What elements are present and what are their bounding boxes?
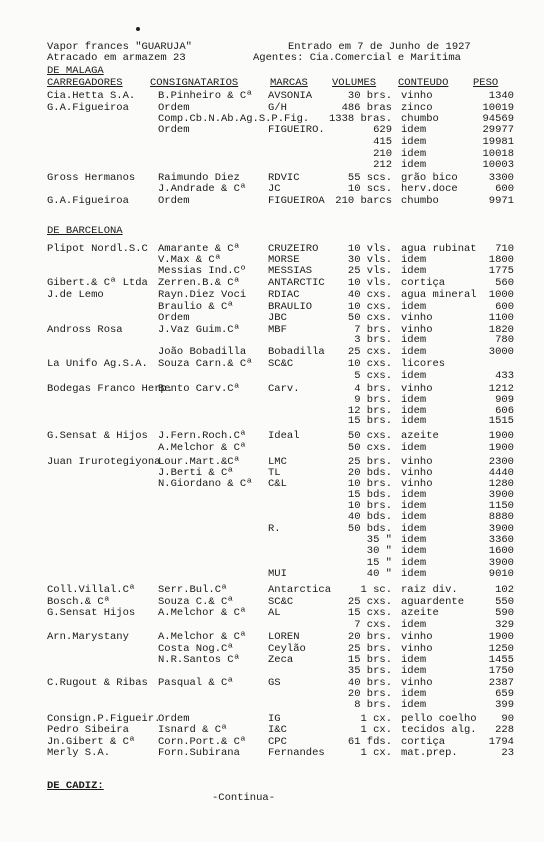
cell-contents: vinho [401, 643, 433, 655]
cell-contents: idem [401, 370, 427, 382]
cell-consignee: N.R.Santos Cª [158, 654, 240, 666]
cell-weight: 659 [495, 688, 514, 700]
cell-weight: 600 [495, 183, 514, 195]
cell-shipper: Coll.Villal.Cª [47, 584, 136, 596]
cell-consignee: J.Berti & Cª [158, 467, 234, 479]
cell-weight: 3900 [488, 489, 514, 501]
cell-weight: 1600 [488, 545, 514, 557]
cell-marks: MESSIAS [268, 265, 313, 277]
cell-consignee: Souza Carn.& Cª [158, 358, 253, 370]
cell-contents: vinho [401, 467, 433, 479]
cell-consignee: Zerren.B.& Cª [158, 277, 240, 289]
cell-contents: agua mineral [401, 289, 477, 301]
cell-volumes: 1 sc. [360, 584, 392, 596]
cell-weight: 2387 [488, 677, 514, 689]
cell-shipper: C.Rugout & Ribas [47, 677, 148, 689]
cell-volumes: 7 brs. [354, 324, 392, 336]
cell-contents: vinho [401, 478, 433, 490]
cell-marks: CRUZEIRO [268, 243, 319, 255]
cell-volumes: 5 cxs. [354, 370, 392, 382]
cell-weight: 3900 [488, 523, 514, 535]
cell-shipper: Gross Hermanos [47, 172, 136, 184]
cell-weight: 399 [495, 699, 514, 711]
cell-volumes: 8 brs. [354, 699, 392, 711]
cell-marks: MORSE [268, 254, 300, 266]
cell-volumes: 1 cx. [360, 713, 392, 725]
cell-volumes: 40 " [366, 568, 392, 580]
cell-consignee: Ordem [158, 713, 190, 725]
cell-marks: RDVIC [268, 172, 300, 184]
cell-volumes: 415 [373, 136, 392, 148]
cell-volumes: 55 scs. [347, 172, 392, 184]
cell-volumes: 1338 bras. [328, 113, 392, 125]
cell-weight: 1800 [488, 254, 514, 266]
cell-shipper: Plipot Nordl.S.C [47, 243, 148, 255]
cell-volumes: 10 brs. [347, 500, 392, 512]
cell-marks: C&L [268, 478, 287, 490]
cell-consignee: Lour.Mart.&Cª [158, 456, 240, 468]
cell-shipper: Consign.P.Figueir. [47, 713, 161, 725]
cell-marks: IG [268, 713, 281, 725]
cell-weight: 1250 [488, 643, 514, 655]
cell-weight: 9010 [488, 568, 514, 580]
cell-consignee: Ordem [158, 195, 190, 207]
cell-consignee: Serr.Bul.Cª [158, 584, 228, 596]
cell-volumes: 30 brs. [347, 90, 392, 102]
cell-weight: 1100 [488, 312, 514, 324]
cell-contents: idem [401, 534, 427, 546]
cell-shipper: Andross Rosa [47, 324, 123, 336]
cell-contents: zinco [401, 102, 433, 114]
cell-consignee: Amarante & Cª [158, 243, 240, 255]
cell-weight: 23 [501, 747, 514, 759]
cell-weight: 1775 [488, 265, 514, 277]
cell-contents: azeite [401, 430, 439, 442]
cell-shipper: G.A.Figueiroa [47, 195, 129, 207]
cell-contents: vinho [401, 631, 433, 643]
cell-consignee: Costa Nog.Cª [158, 643, 234, 655]
cell-marks: LMC [268, 456, 287, 468]
cell-shipper: J.de Lemo [47, 289, 104, 301]
column-header-volumes: VOLUMES [332, 77, 377, 89]
cell-contents: idem [401, 568, 427, 580]
cell-weight: 8880 [488, 511, 514, 523]
cell-contents: idem [401, 334, 427, 346]
cell-volumes: 10 vls. [347, 277, 392, 289]
agents-line: Agentes: Cia.Comercial e Maritima [253, 52, 461, 64]
cell-shipper: Arn.Marystany [47, 631, 129, 643]
cell-marks: AL [268, 607, 281, 619]
cell-volumes: 15 bds. [347, 489, 392, 501]
cell-marks: I&C [268, 724, 287, 736]
cell-weight: 10019 [482, 102, 514, 114]
cell-volumes: 629 [373, 124, 392, 136]
cell-shipper: Gibert.& Cª Ltda [47, 277, 148, 289]
cell-contents: vinho [401, 312, 433, 324]
cell-shipper: Bosch.& Cª [47, 596, 111, 608]
cell-consignee: Rayn.Diez Voci [158, 289, 247, 301]
cell-volumes: 12 brs. [347, 405, 392, 417]
cell-marks: Antarctica [268, 584, 332, 596]
cell-marks: SC&C [268, 358, 294, 370]
cell-consignee: J.Vaz Guim.Cª [158, 324, 240, 336]
cell-contents: azeite [401, 607, 439, 619]
cell-volumes: 7 cxs. [354, 619, 392, 631]
cell-volumes: 10 cxs. [347, 301, 392, 313]
cell-contents: licores [401, 358, 446, 370]
cell-marks: Carv. [268, 383, 300, 395]
cell-contents: idem [401, 545, 427, 557]
cell-volumes: 15 cxs. [347, 607, 392, 619]
cell-volumes: 40 brs. [347, 677, 392, 689]
cell-consignee: A.Melchor & Cª [158, 607, 247, 619]
cell-volumes: 15 brs. [347, 654, 392, 666]
cell-weight: 3300 [488, 172, 514, 184]
cell-weight: 9971 [488, 195, 514, 207]
cell-weight: 780 [495, 334, 514, 346]
cell-marks: BRAULIO [268, 301, 313, 313]
column-header-marks: MARCAS [270, 77, 308, 89]
cell-marks: GS [268, 677, 281, 689]
cell-volumes: 1 cx. [360, 724, 392, 736]
cell-marks: R. [268, 523, 281, 535]
column-header-weight: PESO [473, 77, 499, 89]
cell-marks: TL [268, 467, 281, 479]
cell-marks: AVSONIA [268, 90, 313, 102]
cell-shipper: Jn.Gibert & Cª [47, 736, 136, 748]
cell-weight: 1212 [488, 383, 514, 395]
cell-contents: chumbo [401, 195, 439, 207]
cell-volumes: 210 barcs [335, 195, 392, 207]
cell-contents: vinho [401, 383, 433, 395]
cell-marks: G/H [268, 102, 287, 114]
cell-weight: 1515 [488, 415, 514, 427]
cell-contents: mat.prep. [401, 747, 458, 759]
cell-contents: idem [401, 489, 427, 501]
cell-volumes: 486 bras [341, 102, 392, 114]
cell-consignee: Corn.Port.& Cª [158, 736, 247, 748]
cell-weight: 590 [495, 607, 514, 619]
section-malaga: DE MALAGA [47, 65, 104, 77]
continue-note: -Continua- [212, 792, 276, 804]
cell-weight: 1900 [488, 442, 514, 454]
cell-volumes: 3 brs. [354, 334, 392, 346]
cell-weight: 550 [495, 596, 514, 608]
cell-weight: 909 [495, 394, 514, 406]
cell-weight: 710 [495, 243, 514, 255]
cell-weight: 10003 [482, 159, 514, 171]
cell-weight: 94569 [482, 113, 514, 125]
cell-contents: idem [401, 523, 427, 535]
cell-consignee: B.Pinheiro & Cª [158, 90, 253, 102]
cell-consignee: Ordem [158, 102, 190, 114]
cell-consignee: J.Andrade & Cª [158, 183, 247, 195]
cell-weight: 1455 [488, 654, 514, 666]
cell-volumes: 4 brs. [354, 383, 392, 395]
cell-consignee: A.Melchor & Cª [158, 442, 247, 454]
cell-volumes: 35 brs. [347, 665, 392, 677]
cell-volumes: 50 cxs. [347, 312, 392, 324]
cell-marks: JC [268, 183, 281, 195]
cell-contents: idem [401, 415, 427, 427]
cell-volumes: 25 brs. [347, 643, 392, 655]
cell-contents: idem [401, 394, 427, 406]
cell-marks: LOREN [268, 631, 300, 643]
cell-weight: 102 [495, 584, 514, 596]
cell-contents: cortiça [401, 736, 446, 748]
cell-volumes: 25 brs. [347, 456, 392, 468]
cell-consignee: Ordem [158, 124, 190, 136]
cell-weight: 1280 [488, 478, 514, 490]
cell-marks: Ceylão [268, 643, 306, 655]
cell-weight: 3360 [488, 534, 514, 546]
cell-weight: 1750 [488, 665, 514, 677]
cell-weight: 3000 [488, 346, 514, 358]
cell-weight: 433 [495, 370, 514, 382]
cell-contents: idem [401, 405, 427, 417]
cell-consignee: Ordem [158, 312, 190, 324]
cell-volumes: 210 [373, 148, 392, 160]
cell-contents: idem [401, 511, 427, 523]
cell-volumes: 25 vls. [347, 265, 392, 277]
cell-shipper: Pedro Sibeira [47, 724, 129, 736]
cell-contents: idem [401, 688, 427, 700]
cell-consignee: Comp.Cb.N.Ab.Ag.S.P.Fig. [158, 113, 310, 125]
cell-consignee: Bento Carv.Cª [158, 383, 240, 395]
cell-contents: vinho [401, 324, 433, 336]
cell-consignee: Pasqual & Cª [158, 677, 234, 689]
cell-volumes: 20 bds. [347, 467, 392, 479]
cell-consignee: N.Giordano & Cª [158, 478, 253, 490]
cell-volumes: 15 brs. [347, 415, 392, 427]
cell-weight: 228 [495, 724, 514, 736]
section-barcelona: DE BARCELONA [47, 225, 123, 237]
cell-volumes: 20 brs. [347, 688, 392, 700]
cell-contents: idem [401, 265, 427, 277]
column-header-contents: CONTEUDO [398, 77, 449, 89]
cell-weight: 606 [495, 405, 514, 417]
ship-name: Vapor frances "GUARUJA" [47, 41, 192, 53]
cell-marks: RDIAC [268, 289, 300, 301]
cell-consignee: V.Max & Cª [158, 254, 222, 266]
cell-contents: vinho [401, 456, 433, 468]
cell-marks: Bobadilla [268, 346, 325, 358]
cell-weight: 1900 [488, 430, 514, 442]
cell-volumes: 50 cxs. [347, 430, 392, 442]
cell-contents: raiz div. [401, 584, 458, 596]
cell-contents: vinho [401, 90, 433, 102]
cell-consignee: A.Melchor & Cª [158, 631, 247, 643]
cell-volumes: 212 [373, 159, 392, 171]
column-header-shippers: CARREGADORES [47, 77, 123, 89]
cell-shipper: G.Sensat & Hijos [47, 430, 148, 442]
cell-volumes: 10 cxs. [347, 358, 392, 370]
cell-contents: agua rubinat [401, 243, 477, 255]
cell-weight: 3900 [488, 557, 514, 569]
cell-weight: 10018 [482, 148, 514, 160]
column-header-consignees: CONSIGNATARIOS [150, 77, 239, 89]
cell-weight: 4440 [488, 467, 514, 479]
cell-volumes: 10 vls. [347, 243, 392, 255]
section-cadiz: DE CADIZ: [47, 780, 104, 792]
cell-volumes: 10 brs. [347, 478, 392, 490]
cell-shipper: G.Sensat Hijos [47, 607, 136, 619]
cell-volumes: 50 cxs. [347, 442, 392, 454]
storage-note: Atracado em armazem 23 [47, 52, 186, 64]
punch-mark [136, 27, 140, 31]
cell-weight: 1340 [488, 90, 514, 102]
cell-volumes: 25 cxs. [347, 596, 392, 608]
cell-shipper: Juan Irurotegiyona [47, 456, 161, 468]
cell-consignee: João Bobadilla [158, 346, 247, 358]
cell-shipper: Bodegas Franco Herp. [47, 383, 174, 395]
cell-marks: FIGUEIROA [268, 195, 325, 207]
cell-volumes: 10 scs. [347, 183, 392, 195]
cell-weight: 19981 [482, 136, 514, 148]
cell-contents: idem [401, 301, 427, 313]
cell-volumes: 25 cxs. [347, 346, 392, 358]
cell-marks: MBF [268, 324, 287, 336]
cell-contents: vinho [401, 677, 433, 689]
cell-consignee: Isnard & Cª [158, 724, 228, 736]
cell-consignee: Raimundo Diez [158, 172, 240, 184]
cell-shipper: La Unifo Ag.S.A. [47, 358, 148, 370]
cell-contents: idem [401, 254, 427, 266]
cell-volumes: 30 vls. [347, 254, 392, 266]
cell-volumes: 15 " [366, 557, 392, 569]
cell-marks: SC&C [268, 596, 294, 608]
cell-marks: FIGUEIRO. [268, 124, 325, 136]
cell-consignee: Forn.Subirana [158, 747, 240, 759]
cell-volumes: 35 " [366, 534, 392, 546]
cell-consignee: Messias Ind.Cº [158, 265, 247, 277]
cell-volumes: 50 bds. [347, 523, 392, 535]
cell-weight: 1000 [488, 289, 514, 301]
cell-weight: 329 [495, 619, 514, 631]
cell-volumes: 40 bds. [347, 511, 392, 523]
cell-weight: 2300 [488, 456, 514, 468]
cell-contents: herv.doce [401, 183, 458, 195]
cell-contents: idem [401, 442, 427, 454]
cell-shipper: Merly S.A. [47, 747, 111, 759]
cell-shipper: Cia.Hetta S.A. [47, 90, 136, 102]
cell-consignee: Souza C.& Cª [158, 596, 234, 608]
cell-contents: cortiça [401, 277, 446, 289]
cell-contents: idem [401, 699, 427, 711]
cell-contents: grão bico [401, 172, 458, 184]
cell-contents: chumbo [401, 113, 439, 125]
cell-weight: 560 [495, 277, 514, 289]
cell-weight: 1794 [488, 736, 514, 748]
cell-contents: idem [401, 136, 427, 148]
cell-weight: 1820 [488, 324, 514, 336]
cell-volumes: 9 brs. [354, 394, 392, 406]
cell-weight: 600 [495, 301, 514, 313]
cell-weight: 90 [501, 713, 514, 725]
cell-marks: Zeca [268, 654, 294, 666]
cell-marks: CPC [268, 736, 287, 748]
cell-marks: Fernandes [268, 747, 325, 759]
cell-contents: aguardente [401, 596, 465, 608]
cell-contents: idem [401, 124, 427, 136]
cell-weight: 29977 [482, 124, 514, 136]
cell-marks: ANTARCTIC [268, 277, 325, 289]
cell-contents: idem [401, 557, 427, 569]
cell-volumes: 20 brs. [347, 631, 392, 643]
cell-volumes: 40 cxs. [347, 289, 392, 301]
cell-contents: idem [401, 148, 427, 160]
cell-contents: idem [401, 159, 427, 171]
cell-volumes: 61 fds. [347, 736, 392, 748]
cell-marks: JBC [268, 312, 287, 324]
cell-consignee: J.Fern.Roch.Cª [158, 430, 247, 442]
cell-shipper: G.A.Figueiroa [47, 102, 129, 114]
cell-contents: idem [401, 665, 427, 677]
cell-contents: idem [401, 654, 427, 666]
cell-marks: Ideal [268, 430, 300, 442]
cell-contents: idem [401, 346, 427, 358]
cell-marks: MUI [268, 568, 287, 580]
entry-date: Entrado em 7 de Junho de 1927 [288, 41, 471, 53]
cell-contents: idem [401, 500, 427, 512]
cell-volumes: 1 cx. [360, 747, 392, 759]
cell-weight: 1150 [488, 500, 514, 512]
cell-weight: 1900 [488, 631, 514, 643]
cell-contents: idem [401, 619, 427, 631]
cell-contents: pello coelho [401, 713, 477, 725]
cell-consignee: Braulio & Cª [158, 301, 234, 313]
cell-contents: tecidos alg. [401, 724, 477, 736]
cell-volumes: 30 " [366, 545, 392, 557]
